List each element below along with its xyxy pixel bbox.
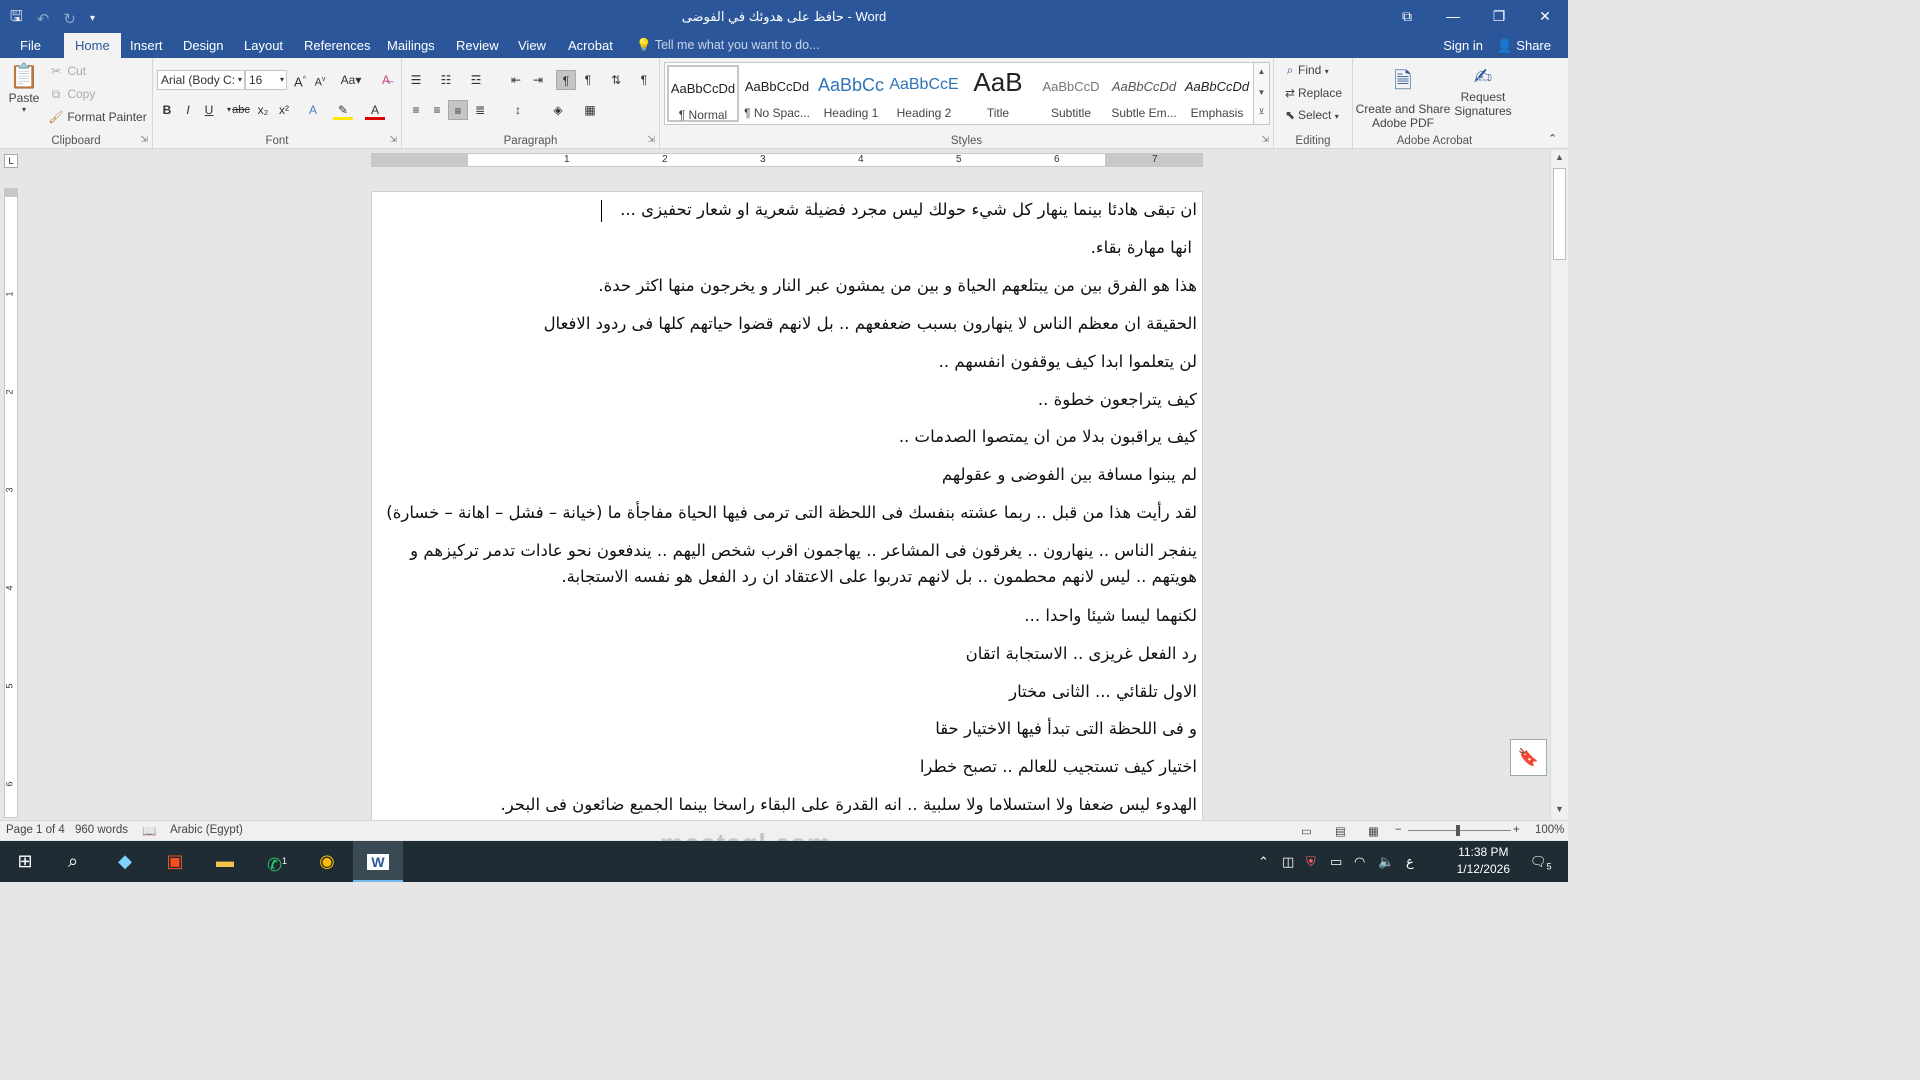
copy-button[interactable] — [48, 87, 95, 102]
paragraph[interactable]: لقد رأيت هذا من قبل .. ربما عشته بنفسك فى اللحظة التى ترمى فيها الحياة مفاجأة ما (خيانة – فشل – اهانة – خسارة) — [386, 503, 1197, 522]
show-formatting-icon[interactable]: ¶ — [640, 73, 648, 87]
style-name: Title — [986, 106, 1010, 120]
language-indicator[interactable]: Arabic (Egypt) — [170, 824, 243, 836]
dialog-launcher-icon[interactable]: ⇲ — [647, 134, 655, 144]
tab-design[interactable]: Design — [183, 38, 224, 53]
save-icon[interactable]: 🖫 — [10, 8, 23, 25]
tab-layout[interactable]: Layout — [244, 38, 284, 53]
ruler-number: 6 — [4, 781, 15, 787]
tab-home[interactable]: Home — [64, 33, 121, 58]
style-name: Subtitle — [1050, 106, 1092, 120]
tell-me-text: Tell me what you want to do... — [654, 38, 820, 52]
tab-insert[interactable]: Insert — [130, 38, 163, 53]
ruler-number: 5 — [956, 154, 962, 165]
taskbar — [0, 841, 1568, 882]
dialog-launcher-icon[interactable]: ⇲ — [389, 134, 397, 144]
chevron-down-icon: ▾ — [1324, 67, 1329, 76]
bullets-icon[interactable]: ☰ — [410, 73, 422, 87]
ruler-number: 1 — [4, 291, 15, 297]
align-center-icon[interactable]: ≡ — [433, 103, 441, 117]
change-case-button[interactable]: Aa▾ — [340, 73, 362, 87]
battery-icon[interactable]: ▭ — [1330, 854, 1343, 869]
style-title[interactable] — [962, 65, 1034, 122]
tab-selector[interactable]: L — [4, 154, 18, 168]
font-color-icon[interactable]: A — [365, 100, 385, 120]
ltr-direction-icon[interactable]: ¶ — [556, 70, 576, 90]
style-preview: AaB — [973, 67, 1023, 97]
security-icon[interactable]: ⛨ — [1306, 854, 1316, 869]
style-subtle-emphasis[interactable] — [1108, 65, 1180, 122]
paragraph[interactable]: انها مهارة بقاء. — [1090, 238, 1192, 257]
font-name-value: Arial (Body C: — [161, 73, 236, 87]
dialog-launcher-icon[interactable]: ⇲ — [1261, 134, 1269, 144]
cut-label: Cut — [67, 64, 87, 78]
title-bar — [0, 0, 1568, 33]
paragraph-group — [402, 58, 660, 149]
rtl-direction-icon[interactable]: ¶ — [584, 73, 592, 87]
pdf-file-icon: 🗎 — [1394, 68, 1412, 93]
cursor-icon: ⬉ — [1284, 108, 1296, 122]
scroll-down-icon[interactable]: ▼ — [1555, 804, 1564, 814]
justify-icon[interactable]: ≣ — [474, 103, 486, 117]
acrobat-group — [1353, 58, 1516, 149]
paragraph-group-label: Paragraph — [503, 135, 558, 147]
align-right-icon[interactable]: ≡ — [448, 100, 468, 120]
ruler-number: 2 — [662, 154, 668, 165]
dialog-launcher-icon[interactable]: ⇲ — [140, 134, 148, 144]
ruler-number: 4 — [4, 585, 15, 591]
notification-icon[interactable]: $🗨_5$ — [1530, 854, 1552, 872]
line-spacing-icon[interactable]: ↕ — [515, 103, 521, 117]
ruler-number: 1 — [564, 154, 570, 165]
align-left-icon[interactable]: ≡ — [412, 103, 420, 117]
copy-icon: ⧉ — [51, 87, 61, 101]
window-controls — [1384, 0, 1568, 33]
whatsapp-badge: 1 — [282, 856, 288, 866]
paste-label: Paste — [8, 91, 40, 105]
paste-icon: 📋 — [9, 63, 39, 90]
scroll-up-icon[interactable]: ▲ — [1257, 67, 1266, 76]
collapse-ribbon-icon[interactable]: ⌃ — [1548, 133, 1558, 145]
style-name: Subtle Em... — [1111, 106, 1177, 120]
word-taskbar-icon[interactable] — [353, 841, 403, 882]
search-icon: ⌕ — [1286, 63, 1294, 77]
customize-icon[interactable]: ▾ — [89, 13, 95, 24]
request-signatures-button[interactable] — [1453, 64, 1513, 118]
ruler-number: 4 — [858, 154, 864, 165]
tab-review[interactable]: Review — [456, 38, 499, 53]
style-preview: AaBbCc — [817, 75, 885, 95]
paragraph[interactable]: رد الفعل غريزى .. الاستجابة اتقان — [965, 644, 1197, 663]
ruler-number: 2 — [4, 389, 15, 395]
borders-icon[interactable]: ▦ — [584, 103, 596, 117]
grow-font-icon[interactable]: A^ — [294, 74, 306, 90]
text-cursor — [601, 200, 602, 222]
request-label: Request — [1460, 90, 1506, 104]
numbering-icon[interactable]: ☷ — [440, 73, 452, 87]
zoom-slider-thumb[interactable] — [1456, 825, 1460, 836]
paragraph[interactable]: كيف يراقبون بدلا من ان يمتصوا الصدمات .. — [898, 427, 1197, 446]
chevron-down-icon: ▾ — [21, 105, 26, 114]
sort-icon[interactable]: ⇅ — [610, 73, 622, 87]
undo-icon[interactable]: ↶ — [36, 10, 50, 28]
redo-icon[interactable]: ↻ — [63, 10, 76, 28]
bookmark-icon[interactable]: 🔖 — [1510, 739, 1547, 776]
web-layout-icon[interactable]: ▦ — [1368, 826, 1379, 838]
shading-icon[interactable]: ◈ — [553, 103, 563, 117]
paragraph[interactable]: هذا هو الفرق بين من يبتلعهم الحياة و بين من يمشون عبر النار و يخرجون منها اكثر حدة. — [598, 276, 1197, 295]
word-count[interactable]: 960 words — [75, 824, 129, 836]
tab-references[interactable]: References — [304, 38, 371, 53]
ruler-number: 7 — [1152, 154, 1158, 165]
ruler-top-margin — [5, 189, 17, 197]
request-label-2: Signatures — [1454, 104, 1512, 118]
replace-button[interactable] — [1282, 86, 1342, 100]
ruler-number: 3 — [760, 154, 766, 165]
ruler-number: 6 — [1054, 154, 1060, 165]
style-emphasis[interactable] — [1181, 65, 1253, 122]
font-size-value: 16 — [249, 73, 263, 87]
ruler-number: 3 — [4, 487, 15, 493]
word-icon: W — [367, 854, 388, 870]
store-icon[interactable]: ▣ — [166, 851, 184, 871]
style-preview: AaBbCcE — [889, 76, 959, 93]
ribbon-display-options-icon[interactable]: ⧉ — [1402, 8, 1412, 24]
close-button[interactable]: ✕ — [1539, 8, 1551, 24]
zoom-out-icon[interactable]: − — [1395, 824, 1402, 836]
paragraph[interactable]: الحقيقة ان معظم الناس لا ينهارون بسبب ضعفعهم .. بل لانهم قضوا حياتهم كلها فى ردود الافعال — [543, 314, 1197, 333]
horizontal-ruler[interactable] — [371, 153, 1203, 167]
meet-icon[interactable]: ◫ — [1282, 854, 1295, 869]
ruler-row — [0, 150, 1550, 170]
styles-gallery-scroll[interactable] — [1254, 62, 1270, 125]
ruler-left-margin — [372, 154, 468, 166]
paragraph[interactable]: لكنهما ليسا شيئا واحدا ... — [1024, 606, 1197, 625]
cut-button[interactable] — [48, 64, 86, 78]
input-language[interactable]: ع — [1406, 854, 1414, 869]
strikethrough-button[interactable]: abc — [232, 104, 250, 116]
tab-view[interactable]: View — [518, 38, 546, 53]
style-preview: AaBbCcDd — [1184, 79, 1250, 94]
restore-button[interactable]: ❐ — [1492, 8, 1506, 24]
chrome-icon[interactable]: ◉ — [319, 851, 335, 871]
share-button[interactable] — [1496, 33, 1551, 58]
highlight-icon[interactable]: ✎ — [333, 100, 353, 120]
styles-group-label: Styles — [950, 135, 983, 147]
paragraph[interactable]: كيف يتراجعون خطوة .. — [1037, 390, 1197, 409]
style-name: Heading 2 — [896, 106, 952, 120]
acrobat-group-label: Adobe Acrobat — [1396, 135, 1473, 147]
brush-icon: 🖌 — [48, 110, 64, 124]
clear-formatting-icon[interactable]: A̶ — [381, 73, 390, 87]
windows-start-icon[interactable]: ⊞ — [17, 851, 33, 871]
document-page[interactable] — [371, 191, 1203, 821]
bold-button[interactable]: B — [162, 103, 172, 117]
clock[interactable] — [1457, 844, 1510, 878]
scroll-up-icon[interactable]: ▲ — [1555, 152, 1564, 162]
more-styles-icon[interactable]: ⊻ — [1258, 107, 1265, 116]
chevron-down-icon: ▾ — [237, 75, 242, 84]
replace-icon: ⇄ — [1284, 86, 1296, 100]
paragraph[interactable]: الاول تلقائي ... الثانى مختار — [1009, 682, 1197, 701]
scroll-down-icon[interactable]: ▼ — [1257, 88, 1266, 97]
clipboard-group-label: Clipboard — [51, 135, 101, 147]
chevron-down-icon: ▾ — [279, 75, 284, 84]
ruler-number: 5 — [4, 683, 15, 689]
paragraph[interactable]: اختيار كيف تستجيب للعالم .. تصبح خطرا — [919, 757, 1197, 776]
proofing-icon[interactable]: 📖 — [142, 826, 157, 838]
paragraph[interactable]: ينفجر الناس .. ينهارون .. يغرقون فى المشاعر .. يهاجمون اقرب شخص اليهم .. يندفعون نحو عادات تدمر تركيزهم و هويتهم .. ليس لانهم محطمون .. بل لانهم تدربوا على الاعتقاد ان رد الفعل هو نفسه الاستجابة. — [410, 541, 1197, 586]
minimize-button[interactable]: — — [1446, 8, 1460, 24]
cut-icon: ✂ — [50, 64, 62, 78]
style-heading-1[interactable] — [815, 65, 887, 122]
create-pdf-button[interactable] — [1355, 64, 1451, 130]
paragraph[interactable]: لن يتعلموا ابدا كيف يوقفون انفسهم .. — [938, 352, 1197, 371]
system-tray — [1248, 841, 1568, 882]
styles-gallery — [664, 62, 1254, 125]
read-mode-icon[interactable]: ▭ — [1301, 826, 1312, 838]
clock-time: 11:38 PM — [1458, 845, 1509, 859]
style-subtitle[interactable] — [1035, 65, 1107, 122]
increase-indent-icon[interactable]: ⇥ — [532, 73, 544, 87]
font-group-label: Font — [265, 135, 289, 147]
window-title: حافظ على هدوئك في الفوضى - Word — [681, 9, 887, 24]
tell-me-box[interactable] — [636, 33, 819, 58]
sign-in-link[interactable]: Sign in — [1443, 38, 1483, 53]
style-preview: AaBbCcD — [1042, 79, 1100, 94]
style-preview: AaBbCcDd — [1111, 79, 1177, 94]
paragraph[interactable]: الهدوء ليس ضعفا ولا استسلاما ولا سلبية .. انه القدرة على البقاء راسخا بينما الجميع ضائعون فى البحر. — [500, 795, 1197, 814]
find-button[interactable] — [1282, 63, 1329, 78]
editing-group-label: Editing — [1295, 135, 1331, 147]
vertical-ruler[interactable] — [4, 188, 18, 818]
ribbon — [0, 58, 1568, 149]
style-no-spacing[interactable] — [741, 65, 813, 122]
format-painter-button[interactable] — [48, 110, 147, 124]
tab-mailings[interactable]: Mailings — [387, 38, 435, 53]
wifi-icon[interactable]: ◠ — [1354, 854, 1366, 869]
find-label: Find — [1298, 63, 1322, 77]
style-name: Emphasis — [1190, 106, 1244, 120]
create-pdf-label-2: Adobe PDF — [1371, 116, 1435, 130]
decrease-indent-icon[interactable]: ⇤ — [510, 73, 522, 87]
editing-group — [1274, 58, 1353, 149]
font-group — [153, 58, 402, 149]
select-button[interactable] — [1282, 108, 1339, 122]
font-size-combo[interactable] — [245, 70, 287, 90]
style-preview: AaBbCcDd — [744, 79, 810, 94]
search-icon[interactable]: ⌕ — [67, 851, 79, 871]
clock-date: 1/12/2026 — [1456, 862, 1510, 876]
chevron-up-icon[interactable]: ⌃ — [1258, 854, 1269, 869]
text-effects-icon[interactable]: A — [308, 103, 317, 117]
style-name: Heading 1 — [823, 106, 879, 120]
copy-label: Copy — [67, 87, 96, 101]
file-explorer-icon[interactable]: ▬ — [216, 851, 234, 871]
paragraph[interactable]: لم يبنوا مسافة بين الفوضى و عقولهم — [941, 465, 1197, 484]
vertical-scrollbar[interactable] — [1550, 150, 1568, 820]
style-name: ¶ No Spac... — [744, 106, 810, 120]
style-name: ¶ Normal — [678, 108, 728, 122]
whatsapp-icon[interactable]: ✆$^1$ — [266, 855, 288, 875]
font-name-combo[interactable] — [157, 70, 245, 90]
multilevel-list-icon[interactable]: ☲ — [470, 73, 482, 87]
ribbon-tabs — [0, 33, 1568, 58]
underline-dropdown-icon[interactable]: ▾ — [226, 105, 231, 114]
style-normal[interactable] — [667, 65, 739, 122]
share-icon: 👤 — [1496, 38, 1517, 53]
shrink-font-icon[interactable]: $A^v$ — [314, 76, 326, 89]
style-heading-2[interactable] — [888, 65, 960, 122]
zoom-level[interactable]: 100% — [1535, 824, 1565, 836]
paragraph[interactable]: و فى اللحظة التى تبدأ فيها الاختيار حقا — [935, 719, 1197, 738]
signature-icon: ✍ — [1473, 64, 1493, 89]
change-case-label: Aa — [340, 73, 356, 87]
volume-icon[interactable]: 🔈 — [1378, 854, 1395, 869]
create-pdf-label: Create and Share — [1355, 102, 1451, 116]
chevron-down-icon: ▾ — [1334, 112, 1339, 121]
select-label: Select — [1298, 108, 1332, 122]
underline-button[interactable]: U — [204, 103, 214, 117]
paste-button[interactable] — [8, 62, 40, 114]
tab-acrobat[interactable]: Acrobat — [568, 38, 613, 53]
share-label: Share — [1516, 38, 1551, 53]
superscript-button[interactable]: x² — [279, 103, 289, 117]
lightbulb-icon: 💡 — [636, 38, 655, 52]
italic-button[interactable]: I — [186, 103, 190, 117]
page-count[interactable]: Page 1 of 4 — [6, 824, 65, 836]
print-layout-icon[interactable]: ▤ — [1335, 826, 1346, 838]
scroll-thumb[interactable] — [1553, 168, 1566, 260]
clipboard-group — [0, 58, 153, 149]
paragraph[interactable]: ان تبقى هادئا بينما ينهار كل شيء حولك ليس مجرد فضيلة شعرية او شعار تحفيزى ... — [620, 200, 1197, 219]
tab-file[interactable]: File — [20, 38, 41, 53]
subscript-button[interactable]: x₂ — [257, 103, 269, 117]
zoom-in-icon[interactable]: + — [1513, 824, 1520, 836]
format-painter-label: Format Painter — [67, 110, 147, 124]
copilot-icon[interactable]: ◆ — [118, 851, 132, 871]
replace-label: Replace — [1298, 86, 1343, 100]
style-preview: AaBbCcDd — [670, 81, 736, 96]
notification-count: 5 — [1546, 861, 1552, 872]
